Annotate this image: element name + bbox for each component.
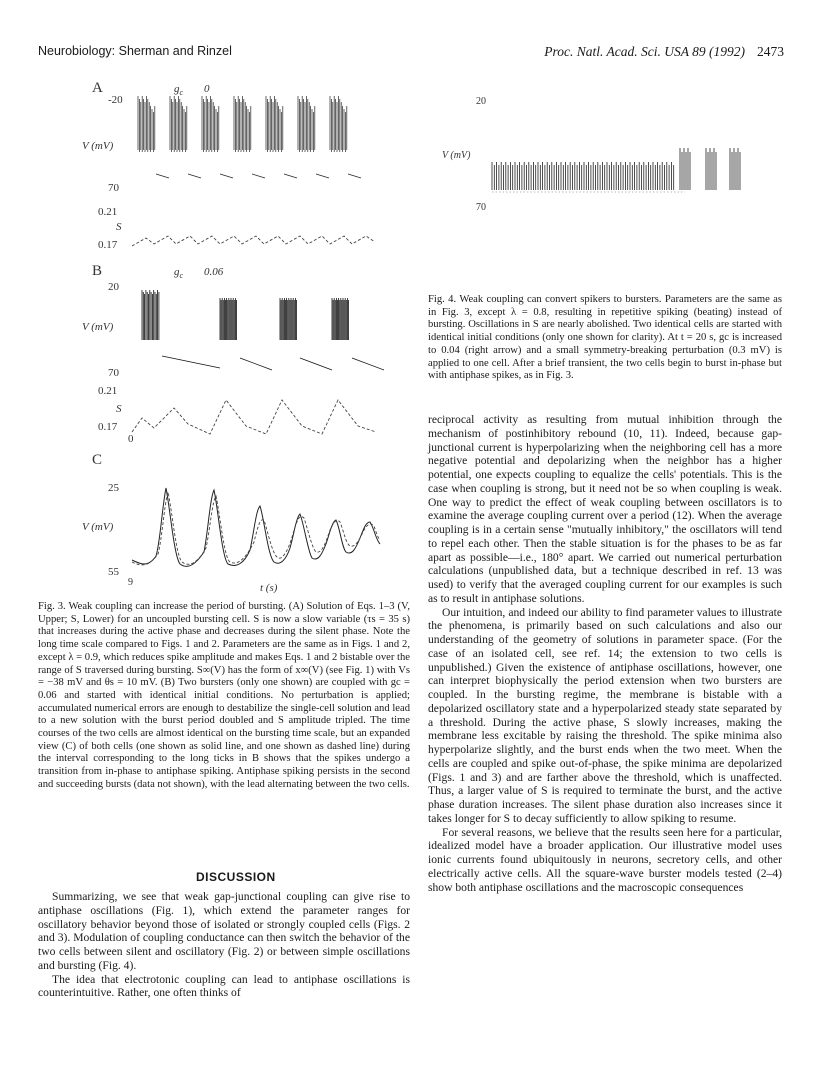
fig4-v-top: 20: [476, 96, 486, 107]
running-head-left: Neurobiology: Sherman and Rinzel: [38, 44, 232, 58]
panel-b-v-bottom: 70: [108, 367, 119, 379]
panel-c-t-axis: t (s): [260, 582, 278, 594]
silent-phase: [284, 174, 297, 178]
paragraph: Our intuition, and indeed our ability to find parameter values to illustrate the phenomena, is primarily based on such calculations and also our understanding of the geometry of solutions in parameter space. (For the case of an isolated cell, see ref. 14; the extension to two cells is unpublished.) Given the existence of antiphase oscillations, however, one can interpret biophysically the period extension when two bursters are coupled. In the bursting regime, the membrane is bistable with a depolarized oscillatory state and a hyperpolarized steady state separated by a threshold. During the active phase, S slowly increases, making the membrane less excitable by raising the threshold. The spike minima also hyperpolarize slightly, and the burst ends when the two meet. When the cells are coupled and spike out-of-phase, the spike minima are depolarized (Figs. 1 and 3) and are farther above the threshold, which is unaffected. Thus, a larger value of S is required to terminate the burst, and the active phase duration increases. The silent phase duration also increases since it takes longer for S to decay sufficiently to allow spiking to resume.: [428, 605, 782, 825]
panel-a-s-axis: S: [116, 221, 122, 233]
panel-b-s-bottom: 0.17: [98, 421, 118, 433]
paragraph: reciprocal activity as resulting from mutual inhibition through the mechanism of postinhibitory rebound (10, 11). Indeed, because gap-junctional current is hyperpolarizing when the neighboring cell has a more negative potential and depolarizing when the neighbor has a higher potential, one expects coupling to equalize the cells' potentials. This is the case when coupling is strong, but it need not be so when coupling is weak. One way to predict the effect of weak coupling between oscillators is to examine the average coupling current over a period (12). When the average coupling is in a certain sense "mutually inhibitory," the oscillators will tend to repel each other. Then the stable situation is for the phases to be as far apart as possible—i.e., 180° apart. We carried out numerical perturbation calculations (unpublished data, but a technique described in ref. 13 was used) to verify that the averaged coupling current for our examples is such as to result in antiphase solutions.: [428, 413, 782, 605]
silent-phase: [240, 358, 272, 370]
panel-a-label: A: [92, 80, 103, 96]
journal-citation: Proc. Natl. Acad. Sci. USA 89 (1992): [544, 44, 745, 59]
panel-a-v-bottom: 70: [108, 182, 119, 194]
panel-b-label: B: [92, 263, 103, 279]
panel-b-v-top: 20: [108, 281, 119, 293]
panel-b-t-zero: 0: [128, 433, 134, 445]
fig4-voltage-trace: [492, 148, 740, 190]
panel-b-gc: $g_c$: [174, 266, 184, 280]
fig4-v-axis: V (mV): [442, 150, 471, 161]
panel-c-t-zero: 9: [128, 577, 133, 588]
panel-b-s-trace: [132, 400, 376, 434]
fig4-caption: Fig. 4. Weak coupling can convert spikers to bursters. Parameters are the same as in Fig. 3, except λ = 0.8, resulting in repetitive spiking (beating) instead of bursting. Oscillations in S are nearly abolished. Two identical cells are started with identical initial conditions (only one shown for clarity). At t = 20 s, gc is increased to 0.04 (right arrow) and a small symmetry-breaking perturbation (0.3 mV) is applied to one cell. After a brief transient, the two cells begin to burst in-phase but with antiphase spikes, as in Fig. 3.: [428, 294, 782, 382]
silent-phase: [220, 174, 233, 178]
panel-a-voltage-trace: [138, 96, 361, 178]
panel-c-v-axis: V (mV): [82, 521, 114, 533]
figure-3: [70, 78, 410, 594]
page-number: 2473: [757, 44, 784, 59]
panel-a-s-top: 0.21: [98, 206, 118, 218]
page-header: [38, 44, 784, 64]
silent-phase: [156, 174, 169, 178]
panel-a-gc-value: 0: [204, 83, 210, 95]
silent-phase: [300, 358, 332, 370]
fig4-v-bottom: 70: [476, 202, 486, 213]
panel-c-label: C: [92, 452, 103, 468]
discussion-heading: DISCUSSION: [196, 870, 276, 884]
silent-phase: [316, 174, 329, 178]
silent-phase: [352, 358, 384, 370]
panel-c-v-bottom: 55: [108, 566, 119, 578]
left-column-text: [38, 890, 410, 1000]
silent-phase: [188, 174, 201, 178]
fig3-caption: Fig. 3. Weak coupling can increase the period of bursting. (A) Solution of Eqs. 1–3 (V, Upper; S, Lower) for an uncoupled bursting cell. S is now a slow variable (τs = 35 s) that increases during the active phase and decreases during the silent phase. Note the long time scale compared to Figs. 1 and 2. Parameters are the same as in Figs. 1 and 2, except λ = 0.9, which reduces spike amplitude and makes Eqs. 1 and 2 bistable over the range of S traversed during bursting. S∞(V) has the form of x∞(V) (see Fig. 1) with Vs = −38 mV and θs = 10 mV. (B) Two bursters (only one shown) are coupled with gc = 0.06 and started with identical initial conditions. No perturbation is applied; accumulated numerical errors are enough to destabilize the single-cell solution and lead to a new solution with the burst period doubled and S amplitude tripled. The time courses of the two cells are almost identical on the bursting time scale, but an expanded view (C) of both cells (one shown as solid line, and one shown as dashed line) during the interval corresponding to the long ticks in B shows that the spikes undergo a transition from in-phase to antiphase spiking. Antiphase spiking persists in the second and succeeding bursts (data not shown), with the lead alternating between the two cells.: [38, 601, 410, 790]
panel-c-v-top: 25: [108, 482, 119, 494]
panel-a-v-top: -20: [108, 94, 123, 106]
panel-a-s-bottom: 0.17: [98, 239, 118, 251]
panel-a-gc: $g_c$: [174, 83, 184, 97]
panel-b-s-axis: S: [116, 403, 122, 415]
panel-b-s-top: 0.21: [98, 385, 118, 397]
paragraph: For several reasons, we believe that the results seen here for a particular, idealized model have a broader application. Our illustrative model uses ionic currents found ubiquitously in neurons, secretory cells, and other electrically active cells. All the square-wave burster models tested (2–4) show both antiphase oscillations and the macroscopic consequences: [428, 825, 782, 894]
panel-b-v-axis: V (mV): [82, 321, 114, 333]
panel-b-voltage-trace: [142, 290, 384, 370]
figure-4: [430, 82, 790, 232]
paragraph: The idea that electrotonic coupling can lead to antiphase oscillations is counterintuitive. Rather, one often thinks of: [38, 972, 410, 1000]
silent-phase: [252, 174, 265, 178]
right-column-text: [428, 413, 782, 894]
panel-a-s-trace: [132, 236, 375, 246]
paragraph: Summarizing, we see that weak gap-junctional coupling can give rise to antiphase oscillations (Fig. 1), which extend the parameter ranges for oscillatory behavior beyond those of isolated or strongly coupled cells (Figs. 2 and 3). Modulation of coupling conductance can then switch the behavior of the two cells between silent and oscillatory (Fig. 2) or between simple oscillations and bursting (Fig. 4).: [38, 890, 410, 972]
running-head-right: [544, 44, 784, 60]
panel-a-v-axis: V (mV): [82, 140, 114, 152]
silent-phase: [348, 174, 361, 178]
panel-b-gc-value: 0.06: [204, 266, 224, 278]
silent-phase: [162, 356, 220, 368]
panel-c-dashed-trace: [132, 492, 380, 565]
